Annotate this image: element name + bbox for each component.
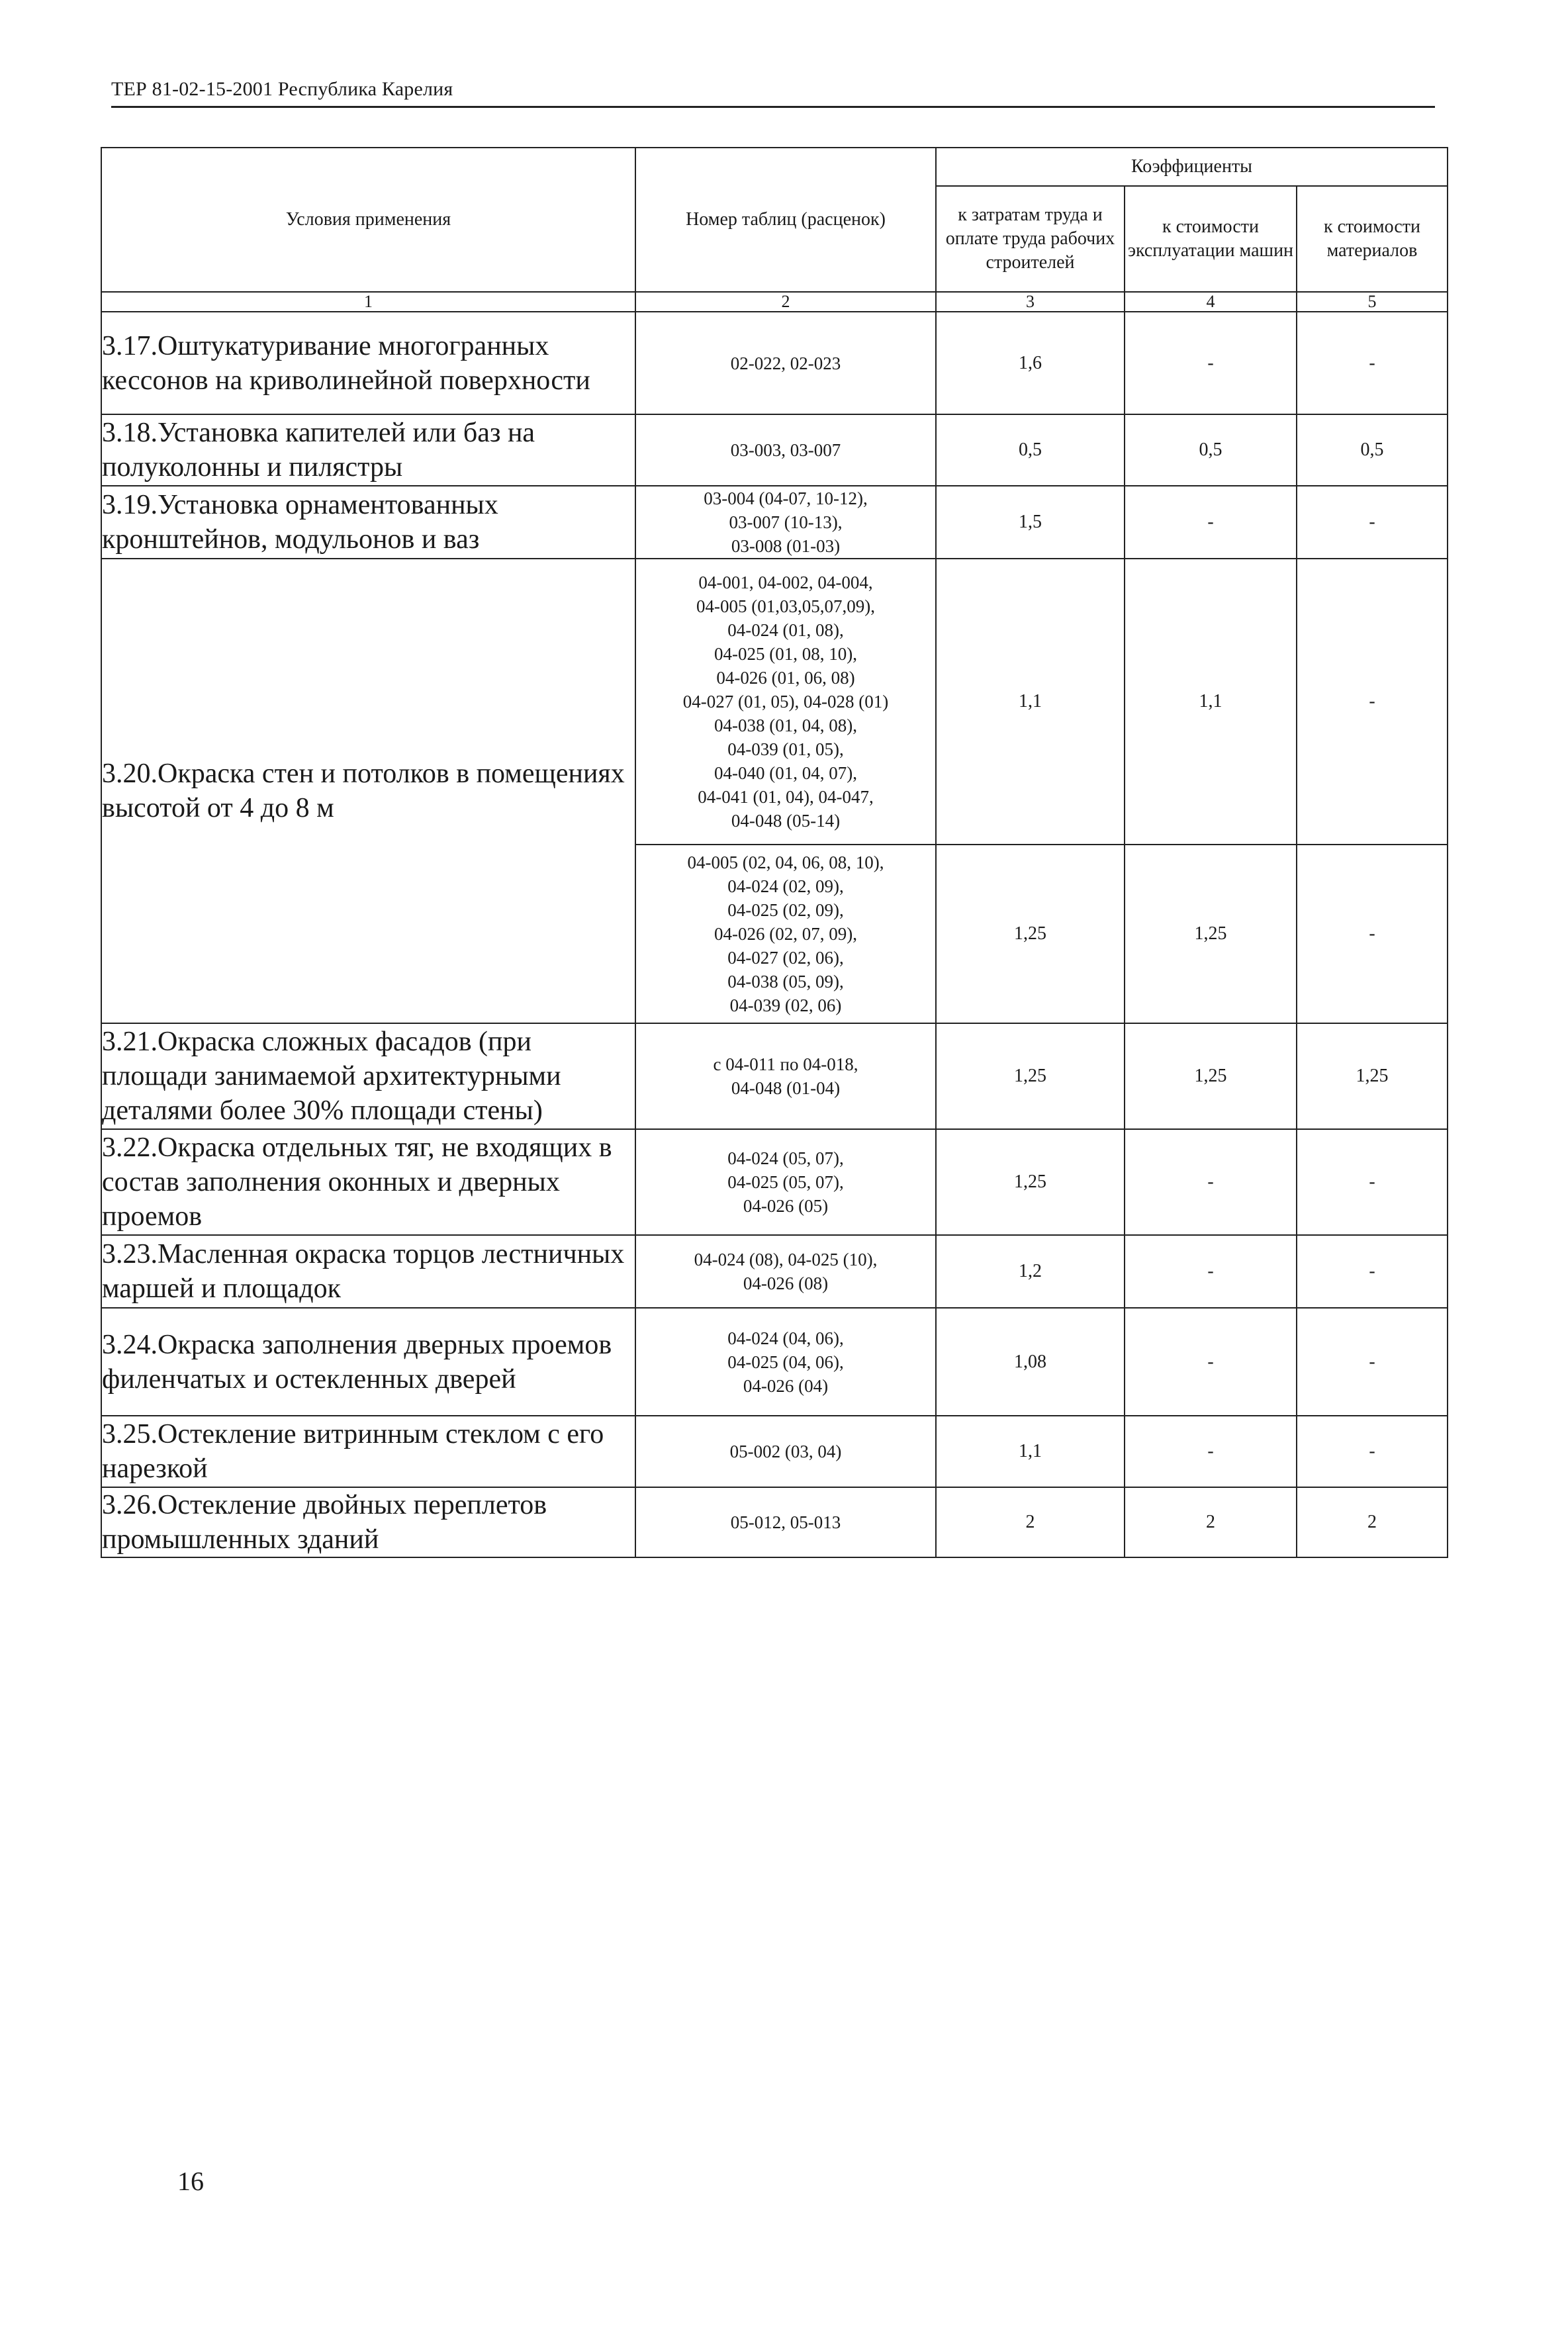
- column-number: 1: [101, 292, 635, 312]
- condition-cell: 3.21.Окраска сложных фасадов (при площади занимаемой архитектурными деталями более 30% площади стены): [101, 1023, 635, 1129]
- materials-coef: -: [1297, 845, 1448, 1023]
- table-row: [101, 1308, 1448, 1416]
- table-row: [101, 1023, 1448, 1129]
- table-code: 04-001, 04-002, 04-004,: [698, 573, 873, 592]
- labor-coef: 1,2: [936, 1235, 1125, 1308]
- table-code: 04-040 (01, 04, 07),: [714, 763, 857, 783]
- materials-coef: -: [1297, 1235, 1448, 1308]
- machines-coef: -: [1125, 312, 1297, 414]
- condition-cell: 3.26.Остекление двойных переплетов промышленных зданий: [101, 1487, 635, 1557]
- labor-coef: 1,25: [936, 1129, 1125, 1235]
- table-code: 03-007 (10-13),: [729, 512, 843, 532]
- tables-cell: [635, 1416, 936, 1487]
- machines-coef: -: [1125, 1235, 1297, 1308]
- table-code: 04-024 (08), 04-025 (10),: [694, 1250, 878, 1269]
- tables-cell: [635, 1235, 936, 1308]
- machines-coef: 0,5: [1125, 414, 1297, 486]
- machines-coef: 1,1: [1125, 559, 1297, 845]
- materials-coef: -: [1297, 486, 1448, 559]
- table-code: 04-027 (02, 06),: [727, 948, 844, 968]
- labor-coef: 1,25: [936, 845, 1125, 1023]
- table-code: 04-027 (01, 05), 04-028 (01): [682, 692, 889, 712]
- table-code: 04-005 (02, 04, 06, 08, 10),: [687, 852, 884, 872]
- machines-coef: -: [1125, 1129, 1297, 1235]
- table-code: 04-048 (05-14): [731, 811, 841, 831]
- tables-cell: [635, 1023, 936, 1129]
- table-code: 04-026 (05): [743, 1196, 829, 1216]
- column-number: 5: [1297, 292, 1448, 312]
- header-labor: к затратам труда и оплате труда рабочих строителей: [936, 186, 1125, 292]
- machines-coef: 1,25: [1125, 1023, 1297, 1129]
- labor-coef: 1,25: [936, 1023, 1125, 1129]
- labor-coef: 1,5: [936, 486, 1125, 559]
- materials-coef: 0,5: [1297, 414, 1448, 486]
- table-code: 05-012, 05-013: [730, 1512, 841, 1532]
- column-number: 2: [635, 292, 936, 312]
- materials-coef: -: [1297, 559, 1448, 845]
- tables-cell: [635, 414, 936, 486]
- running-header: ТЕР 81-02-15-2001 Республика Карелия: [111, 78, 453, 100]
- header-rule: [111, 106, 1435, 108]
- table-code: 04-025 (04, 06),: [727, 1352, 844, 1372]
- table-code: 03-004 (04-07, 10-12),: [704, 488, 868, 508]
- column-number: 3: [936, 292, 1125, 312]
- table-row: [101, 312, 1448, 414]
- labor-coef: 1,1: [936, 1416, 1125, 1487]
- table-code: 04-026 (01, 06, 08): [716, 668, 855, 688]
- tables-cell: [635, 1308, 936, 1416]
- table-code: 04-005 (01,03,05,07,09),: [696, 596, 875, 616]
- condition-cell: 3.24.Окраска заполнения дверных проемов филенчатых и остекленных дверей: [101, 1308, 635, 1416]
- table-row: [101, 1487, 1448, 1557]
- table-row: [101, 1129, 1448, 1235]
- table-code: 04-024 (04, 06),: [727, 1328, 844, 1348]
- tables-cell: [635, 845, 936, 1023]
- machines-coef: -: [1125, 486, 1297, 559]
- tables-cell: [635, 1129, 936, 1235]
- machines-coef: -: [1125, 1416, 1297, 1487]
- column-number-row: [101, 292, 1448, 312]
- materials-coef: 2: [1297, 1487, 1448, 1557]
- tables-cell: [635, 559, 936, 845]
- labor-coef: 1,1: [936, 559, 1125, 845]
- table-code: 04-038 (01, 04, 08),: [714, 715, 857, 735]
- table-code: 04-026 (08): [743, 1273, 829, 1293]
- table-code: 04-048 (01-04): [731, 1078, 841, 1098]
- table-code: 04-039 (02, 06): [729, 995, 842, 1015]
- table-code: 04-025 (01, 08, 10),: [714, 644, 857, 664]
- table-row: [101, 414, 1448, 486]
- table-code: 04-025 (02, 09),: [727, 900, 844, 920]
- column-number: 4: [1125, 292, 1297, 312]
- condition-cell: 3.18.Установка капителей или баз на полуколонны и пилястры: [101, 414, 635, 486]
- condition-cell: 3.19.Установка орнаментованных кронштейнов, модульонов и ваз: [101, 486, 635, 559]
- labor-coef: 0,5: [936, 414, 1125, 486]
- tables-cell: [635, 486, 936, 559]
- table-code: с 04-011 по 04-018,: [713, 1054, 858, 1074]
- coefficients-table: [101, 147, 1448, 1558]
- condition-cell: 3.22.Окраска отдельных тяг, не входящих в состав заполнения оконных и дверных проемов: [101, 1129, 635, 1235]
- header-machines: к стоимости эксплуатации машин: [1125, 186, 1297, 292]
- table-code: 04-026 (04): [743, 1375, 829, 1396]
- condition-cell: 3.20.Окраска стен и потолков в помещениях высотой от 4 до 8 м: [101, 559, 635, 1023]
- materials-coef: -: [1297, 1416, 1448, 1487]
- table-code: 05-002 (03, 04): [729, 1442, 842, 1461]
- header-conditions: Условия применения: [101, 148, 635, 292]
- machines-coef: 1,25: [1125, 845, 1297, 1023]
- header-tables: Номер таблиц (расценок): [635, 148, 936, 292]
- table-code: 04-024 (05, 07),: [727, 1148, 844, 1168]
- condition-cell: 3.23.Масленная окраска торцов лестничных маршей и площадок: [101, 1235, 635, 1308]
- machines-coef: 2: [1125, 1487, 1297, 1557]
- header-materials: к стоимости материалов: [1297, 186, 1448, 292]
- table-row: [101, 1235, 1448, 1308]
- materials-coef: 1,25: [1297, 1023, 1448, 1129]
- condition-cell: 3.17.Оштукатуривание многогранных кессонов на криволинейной поверхности: [101, 312, 635, 414]
- labor-coef: 2: [936, 1487, 1125, 1557]
- table-code: 04-024 (02, 09),: [727, 876, 844, 896]
- materials-coef: -: [1297, 1129, 1448, 1235]
- table-code: 04-026 (02, 07, 09),: [714, 924, 857, 944]
- table-code: 04-024 (01, 08),: [727, 620, 844, 640]
- labor-coef: 1,6: [936, 312, 1125, 414]
- tables-cell: [635, 312, 936, 414]
- table-code: 03-003, 03-007: [730, 440, 841, 460]
- table-row: [101, 486, 1448, 559]
- table-code: 04-038 (05, 09),: [727, 972, 844, 991]
- table-row: [101, 1416, 1448, 1487]
- header-coefficients: Коэффициенты: [936, 148, 1448, 186]
- materials-coef: -: [1297, 312, 1448, 414]
- table-code: 04-025 (05, 07),: [727, 1172, 844, 1192]
- page-number: 16: [177, 2166, 204, 2196]
- machines-coef: -: [1125, 1308, 1297, 1416]
- tables-cell: [635, 1487, 936, 1557]
- labor-coef: 1,08: [936, 1308, 1125, 1416]
- table-code: 04-039 (01, 05),: [727, 739, 844, 759]
- table-code: 04-041 (01, 04), 04-047,: [698, 787, 874, 807]
- table-code: 02-022, 02-023: [730, 353, 841, 373]
- materials-coef: -: [1297, 1308, 1448, 1416]
- table-row: [101, 559, 1448, 845]
- table-code: 03-008 (01-03): [731, 536, 841, 556]
- condition-cell: 3.25.Остекление витринным стеклом с его нарезкой: [101, 1416, 635, 1487]
